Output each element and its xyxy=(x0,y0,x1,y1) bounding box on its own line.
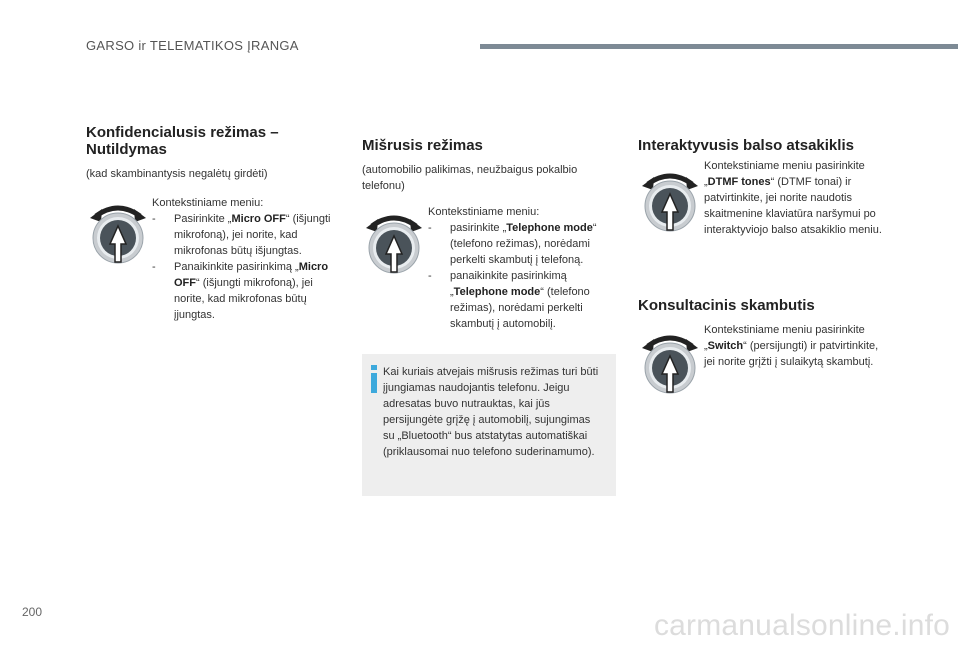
page-number: 200 xyxy=(22,605,43,619)
mixed-mode-item xyxy=(428,220,616,268)
bullet-dash: - xyxy=(428,222,432,234)
bullet-dash: - xyxy=(152,213,156,225)
privacy-mode-title-line1: Konfidencialusis režimas – xyxy=(86,124,279,141)
privacy-mode-title xyxy=(86,124,336,158)
ivr-text: Kontekstiniame meniu pasirinkite „DTMF tones“ (DTMF tonai) ir patvirtinkite, jei norite naudotis skaitmenine klaviatūra naršymui po interaktyviojo balso atsakiklio meniu. xyxy=(704,160,882,236)
ivr-title: Interaktyvusis balso atsakiklis xyxy=(638,137,854,154)
bullet-text: pasirinkite „Telephone mode“ (telefono režimas), norėdami perkelti skambutį į telefoną. xyxy=(450,222,597,266)
consult-call-text: Kontekstiniame meniu pasirinkite „Switch“ (persijungti) ir patvirtinkite, jei norite grįžti į sulaikytą skambutį. xyxy=(704,324,879,368)
page-header-title: GARSO ir TELEMATIKOS ĮRANGA xyxy=(86,38,299,53)
rotary-knob-press-icon xyxy=(638,164,702,234)
bullet-dash: - xyxy=(152,261,156,273)
info-box xyxy=(362,354,616,496)
privacy-mode-item xyxy=(152,211,336,259)
info-text: Kai kuriais atvejais mišrusis režimas turi būti įjungiamas naudojantis telefonu. Jeigu adresatas buvo nutrauktas, kai jūs persijungėte grįžę į automobilį, sujungimas su „Bluetooth“ bus atstatytas automatiškai (priklausomai nuo telefono suderinamumo). xyxy=(383,366,599,458)
column-mixed-mode xyxy=(362,137,616,332)
rotary-knob-press-icon xyxy=(86,196,150,266)
header-bar xyxy=(480,44,958,49)
mixed-mode-subtitle: (automobilio palikimas, neužbaigus pokalbio telefonu) xyxy=(362,164,578,192)
mixed-mode-title: Mišrusis režimas xyxy=(362,137,483,154)
mixed-mode-intro: Kontekstiniame meniu: xyxy=(428,206,540,218)
consult-call-entry xyxy=(638,322,888,370)
mixed-mode-item xyxy=(428,268,616,332)
column-ivr xyxy=(638,137,888,238)
consult-call-title: Konsultacinis skambutis xyxy=(638,297,815,314)
privacy-mode-title-line2: Nutildymas xyxy=(86,141,167,158)
bullet-text: Pasirinkite „Micro OFF“ (išjungti mikrofoną), jei norite, kad mikrofonas būtų išjungtas. xyxy=(174,213,331,257)
privacy-mode-entry xyxy=(86,195,336,323)
info-icon xyxy=(368,365,380,393)
bullet-dash: - xyxy=(428,270,432,282)
rotary-knob-press-icon xyxy=(638,326,702,396)
privacy-mode-intro: Kontekstiniame meniu: xyxy=(152,197,264,209)
mixed-mode-entry xyxy=(362,204,616,332)
privacy-mode-subtitle: (kad skambinantysis negalėtų girdėti) xyxy=(86,168,268,180)
column-consult-call xyxy=(638,297,888,370)
privacy-mode-item xyxy=(152,259,336,323)
bullet-text: Panaikinkite pasirinkimą „Micro OFF“ (išjungti mikrofoną), jei norite, kad mikrofonas būtų įjungtas. xyxy=(174,261,329,321)
watermark: carmanualsonline.info xyxy=(653,609,950,642)
column-privacy-mode xyxy=(86,124,336,323)
bullet-text: panaikinkite pasirinkimą „Telephone mode“ (telefono režimas), norėdami perkelti skambutį į automobilį. xyxy=(450,270,590,330)
ivr-entry xyxy=(638,158,888,238)
rotary-knob-press-icon xyxy=(362,206,426,276)
